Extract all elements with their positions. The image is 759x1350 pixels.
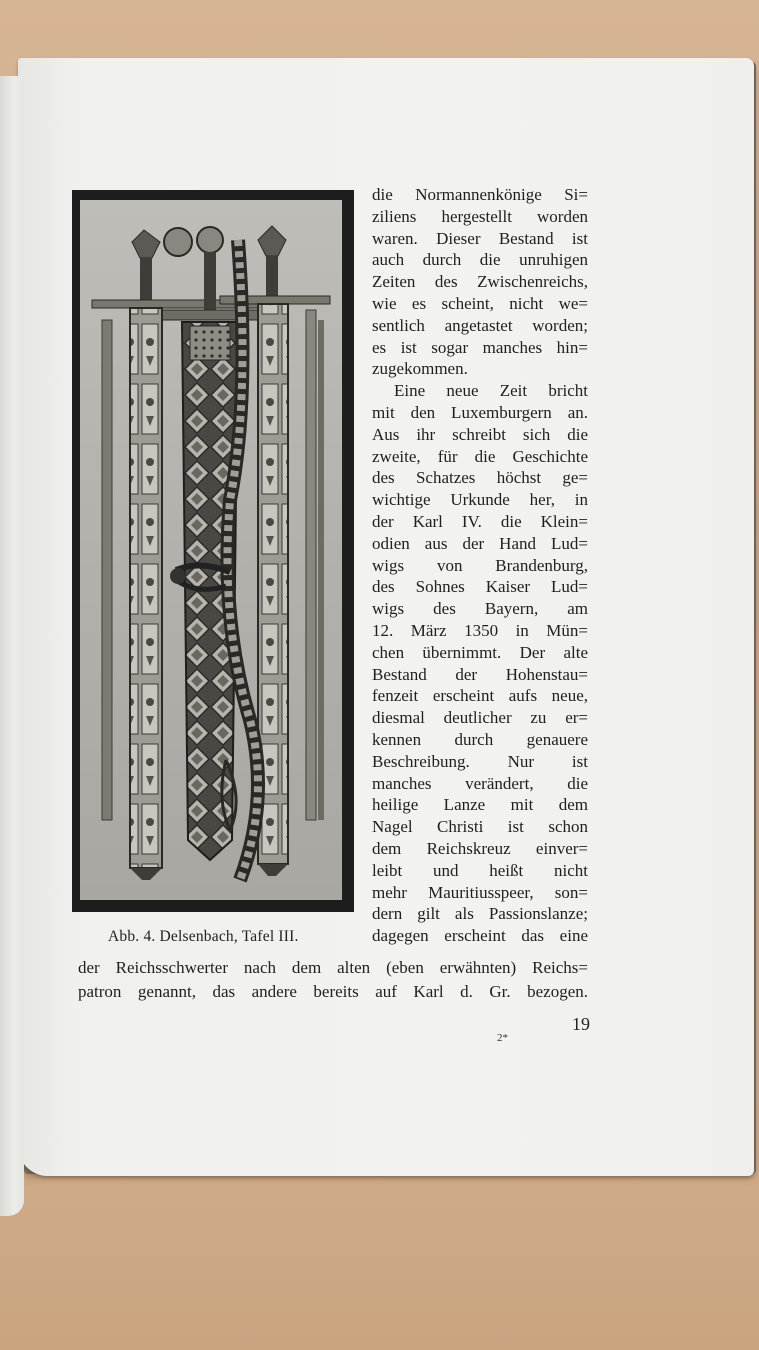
text-line: Eine neue Zeit bricht [394, 381, 588, 401]
text-line: ziliens hergestellt worden [372, 206, 588, 226]
text-line: mehr Mauritiusspeer, son= [372, 882, 588, 902]
text-line: dern gilt als Passionslanze; [372, 904, 588, 924]
figure-caption: Abb. 4. Delsenbach, Tafel III. [108, 928, 299, 945]
swords-illustration [80, 200, 342, 900]
text-line: zugekommen. [372, 359, 468, 379]
text-line: diesmal deutlicher zu er= [372, 708, 588, 728]
full-width-text-line: patron genannt, das andere bereits auf Karl d. Gr. bezogen. [78, 982, 588, 1001]
text-line: dem Reichskreuz einver= [372, 838, 588, 858]
text-line: der Karl IV. die Klein= [372, 511, 588, 531]
page-number: 19 [572, 1014, 590, 1034]
text-line: dagegen erscheint das eine [372, 926, 588, 946]
figure-plate [72, 190, 354, 912]
text-line: 12. März 1350 in Mün= [372, 620, 588, 640]
text-line: kennen durch genauere [372, 729, 588, 749]
text-line: odien aus der Hand Lud= [372, 533, 588, 553]
text-line: die Normannenkönige Si= [372, 185, 588, 204]
text-line: des Sohnes Kaiser Lud= [372, 577, 588, 597]
text-line: des Schatzes höchst ge= [372, 468, 588, 488]
text-line: heilige Lanze mit dem [372, 795, 588, 815]
figure-photo-swords-and-sheaths [80, 200, 342, 900]
text-line: leibt und heißt nicht [372, 860, 588, 880]
text-line: Bestand der Hohenstau= [372, 664, 588, 684]
text-line: Aus ihr schreibt sich die [372, 424, 588, 444]
text-line: fenzeit erscheint aufs neue, [372, 686, 588, 706]
text-line: auch durch die unruhigen [372, 250, 588, 270]
text-line: mit den Luxemburgern an. [372, 402, 588, 422]
text-line: sentlich angetastet worden; [372, 315, 588, 335]
text-column [372, 184, 588, 947]
text-line: wichtige Urkunde her, in [372, 490, 588, 510]
text-line: manches verändert, die [372, 773, 588, 793]
text-line: Zeiten des Zwischenreichs, [372, 272, 588, 292]
text-line: waren. Dieser Bestand ist [372, 228, 588, 248]
text-line: wigs von Brandenburg, [372, 555, 588, 575]
full-width-text-line: der Reichsschwerter nach dem alten (eben erwähnten) Reichs= [78, 958, 588, 977]
text-line: es ist sogar manches hin= [372, 337, 588, 357]
signature-mark: 2* [497, 1032, 508, 1044]
text-line: zweite, für die Geschichte [372, 446, 588, 466]
text-line: wigs des Bayern, am [372, 599, 588, 619]
text-line: Beschreibung. Nur ist [372, 751, 588, 771]
left-page-edge [0, 76, 24, 1216]
text-line: Nagel Christi ist schon [372, 817, 588, 837]
text-line: chen übernimmt. Der alte [372, 642, 588, 662]
text-line: wie es scheint, nicht we= [372, 293, 588, 313]
